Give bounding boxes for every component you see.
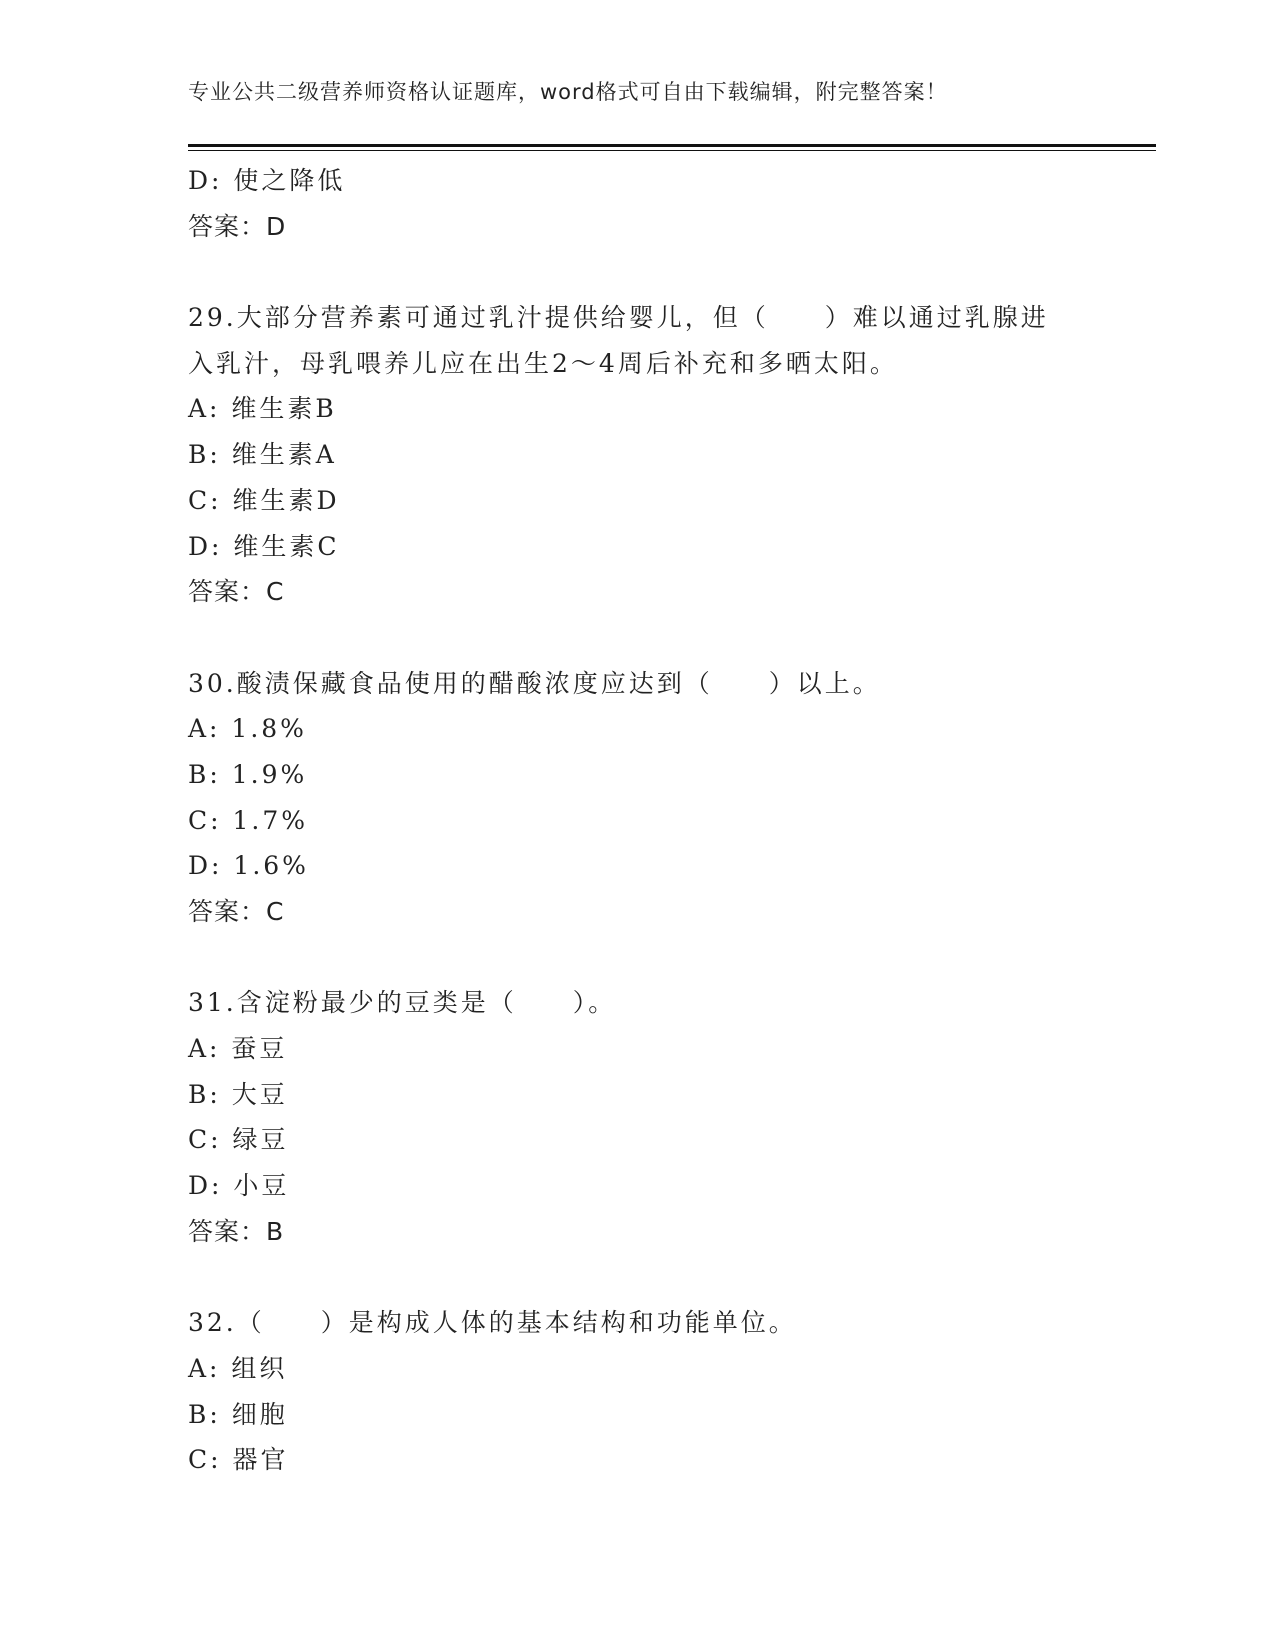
answer-line: 答案：C — [188, 577, 285, 607]
question-stem: 31.含淀粉最少的豆类是（ ）。 — [188, 988, 617, 1018]
option-b: B: 大豆 — [188, 1079, 288, 1109]
header-rule-thin — [188, 150, 1156, 151]
option-a: A: 1.8% — [188, 714, 307, 744]
header-rule-thick — [188, 144, 1156, 147]
option-a: A: 蚕豆 — [188, 1034, 288, 1064]
option-d: D: 使之降低 — [188, 166, 346, 195]
question-list — [188, 158, 1088, 1483]
option-c: C: 1.7% — [188, 805, 309, 835]
option-b: B: 细胞 — [188, 1399, 288, 1429]
option-d: D: 维生素C — [188, 531, 340, 561]
answer-line: 答案：C — [188, 897, 285, 926]
question-stem: 30.酸渍保藏食品使用的醋酸浓度应达到（ ）以上。 — [188, 668, 881, 698]
option-d: D: 1.6% — [188, 851, 309, 881]
option-c: C: 绿豆 — [188, 1125, 289, 1155]
option-c: C: 器官 — [188, 1445, 289, 1475]
option-a: A: 维生素B — [188, 394, 337, 424]
question-stem-continued: 入乳汁，母乳喂养儿应在出生2～4周后补充和多晒太阳。 — [188, 348, 898, 378]
answer-line: 答案：B — [188, 1216, 285, 1246]
question-stem: 32.（ ）是构成人体的基本结构和功能单位。 — [188, 1308, 797, 1338]
answer-line: 答案：D — [188, 211, 287, 241]
option-a: A: 组织 — [188, 1353, 288, 1383]
option-b: B: 1.9% — [188, 759, 308, 789]
option-d: D: 小豆 — [188, 1171, 290, 1201]
question-stem: 29.大部分营养素可通过乳汁提供给婴儿，但（ ）难以通过乳腺进 — [188, 303, 1049, 333]
option-c: C: 维生素D — [188, 485, 340, 515]
option-b: B: 维生素A — [188, 440, 337, 470]
page-header: 专业公共二级营养师资格认证题库，word格式可自由下载编辑，附完整答案！ — [188, 80, 948, 104]
